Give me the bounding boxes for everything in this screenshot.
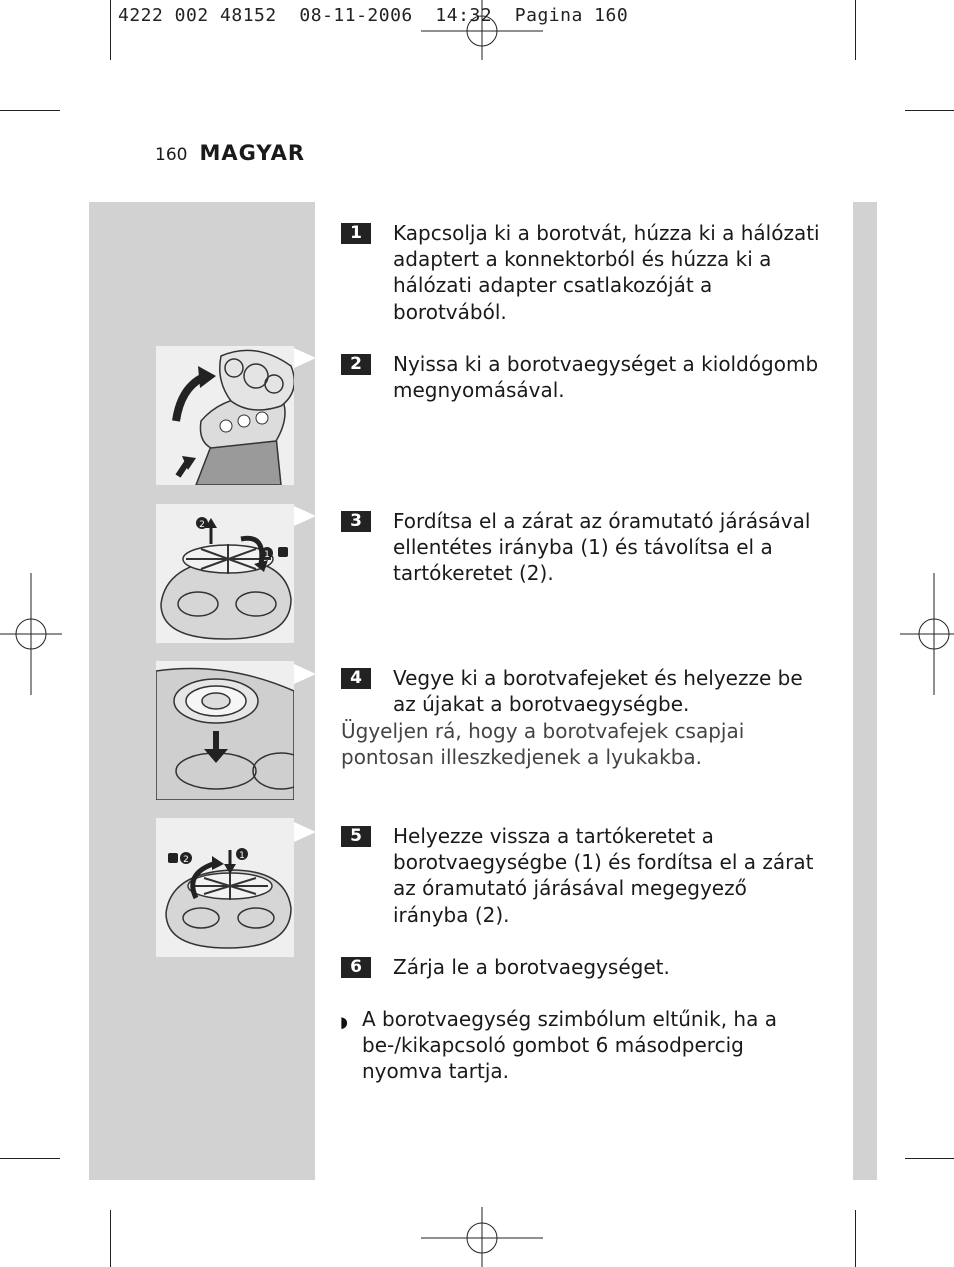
registration-mark-right [900, 573, 954, 695]
step-number-5: 5 [341, 826, 371, 847]
page-number: 160 [155, 145, 188, 165]
crop-mark [905, 110, 954, 111]
illustration-place-frame [156, 818, 294, 957]
label-1: 1 [239, 851, 245, 861]
crop-mark [110, 1210, 111, 1267]
illustration-open-shaving-unit [156, 346, 294, 485]
registration-mark-left [0, 573, 62, 695]
illustration-pointer [294, 664, 316, 684]
step-text-5: Helyezze vissza a tartókeretet a borotvaegységbe (1) és fordítsa el a zárat az óramutató járásával megegyező irányba (2). [393, 824, 814, 927]
crop-mark [110, 0, 111, 60]
right-margin-band [853, 202, 877, 1180]
bullet-text: A borotvaegység szimbólum eltűnik, ha a be-/kikapcsoló gombot 6 másodpercig nyomva tartja. [362, 1007, 777, 1084]
illustration-remove-frame [156, 504, 294, 643]
illustration-replace-heads [156, 661, 294, 800]
step-number-3: 3 [341, 511, 371, 532]
registration-mark-bottom [421, 1207, 543, 1267]
bullet-icon: ◗ [340, 1013, 348, 1031]
illustration-pointer [294, 348, 316, 368]
step-text-1: Kapcsolja ki a borotvát, húzza ki a hálózati adaptert a konnektorból és húzza ki a hálózati adapter csatlakozóját a borotvából. [393, 221, 820, 324]
step-text-6: Zárja le a borotvaegységet. [393, 955, 670, 979]
step-text-4: Vegye ki a borotvafejeket és helyezze be az újakat a borotvaegységbe. [393, 666, 803, 717]
step-number-6: 6 [341, 957, 371, 978]
crop-mark [855, 1210, 856, 1267]
illustration-pointer [294, 822, 316, 842]
label-1: 1 [264, 550, 270, 560]
step-text-3: Fordítsa el a zárat az óramutató járásával ellentétes irányba (1) és távolítsa el a tartókeretet (2). [393, 509, 811, 586]
crop-mark [0, 1158, 60, 1159]
label-2: 2 [183, 855, 189, 865]
print-header: 4222 002 48152 08-11-2006 14:32 Pagina 160 [118, 5, 629, 26]
crop-mark [855, 0, 856, 60]
crop-mark [905, 1158, 954, 1159]
step-number-4: 4 [341, 668, 371, 689]
page-heading [155, 141, 305, 165]
step-4-note: Ügyeljen rá, hogy a borotvafejek csapjai pontosan illeszkedjenek a lyukakba. [341, 719, 745, 770]
lock-icon [168, 853, 178, 863]
illustration-pointer [294, 506, 316, 526]
label-2: 2 [199, 520, 205, 530]
step-number-1: 1 [341, 223, 371, 244]
step-text-2: Nyissa ki a borotvaegységet a kioldógomb megnyomásával. [393, 352, 819, 403]
registration-mark-top [421, 0, 543, 60]
unlock-icon [278, 547, 288, 557]
language-title: MAGYAR [199, 141, 305, 165]
crop-mark [0, 110, 60, 111]
step-number-2: 2 [341, 354, 371, 375]
